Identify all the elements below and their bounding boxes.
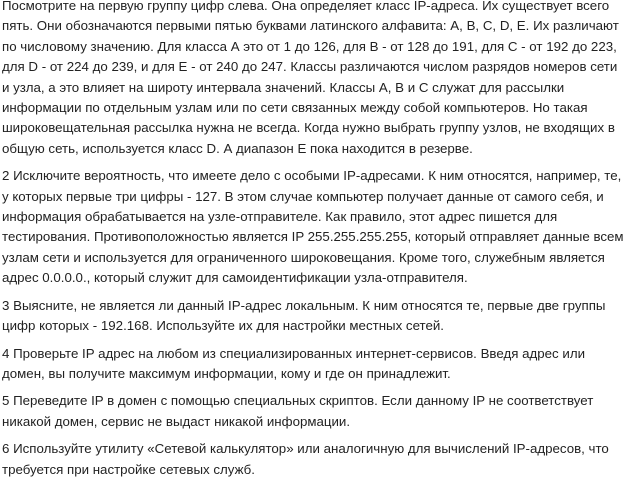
paragraph-step-3: 3 Выясните, не является ли данный IP-адрес локальным. К ним относятся те, первые две группы цифр которых - 192.168. Используйте их для настройки местных сетей. <box>2 297 606 334</box>
paragraph-step-4: 4 Проверьте IP адрес на любом из специализированных интернет-сервисов. Введя адрес или домен, вы получите максимум информации, кому и где он принадлежит. <box>2 345 586 381</box>
paragraph-step-6: 6 Используйте утилиту «Сетевой калькулятор» или аналогичную для вычислений IP-адресов, что требуется при настройке сетевых служб. <box>2 441 609 477</box>
paragraph-step-1: Посмотрите на первую группу цифр слева. Она определяет класс IP-адреса. Их существует всего пять. Они обозначаются первыми пятью буквами латинского алфавита: A, B, C, D, E. Их различают по числовому значению. Для класса А это от 1 до 126, для В - от 128 до 191, для С - от 192 до 223, для D - от 224 до 239, и для Е - от 240 до 247. Классы различаются числом разрядов номеров сети и узла, а это влияет на широту интервала значений. Классы А, В и С служат для рассылки информации по отдельным узлам или по сети связанных между собой компьютеров. Но такая широковещательная рассылка нужна не всегда. Когда нужно выбрать группу узлов, не входящих в общую сеть, используется класс D. А диапазон Е пока находится в резерве. <box>2 0 619 156</box>
paragraph-step-2: 2 Исключите вероятность, что имеете дело с особыми IP-адресами. К ним относятся, например, те, у которых первые три цифры - 127. В этом случае компьютер получает данные от самого себя, и информация обрабатывается на узле-отправителе. Как правило, этот адрес пишется для тестирования. Противоположностью является IP 255.255.255.255, который отправляет данные всем узлам сети и используется для ограниченного широковещания. Кроме того, служебным является адрес 0.0.0.0., который служит для самоидентификации узла-отправителя. <box>2 168 624 286</box>
paragraph-step-5: 5 Переведите IP в домен с помощью специальных скриптов. Если данному IP не соответствует никакой домен, сервис не выдаст никакой информации. <box>2 393 594 429</box>
